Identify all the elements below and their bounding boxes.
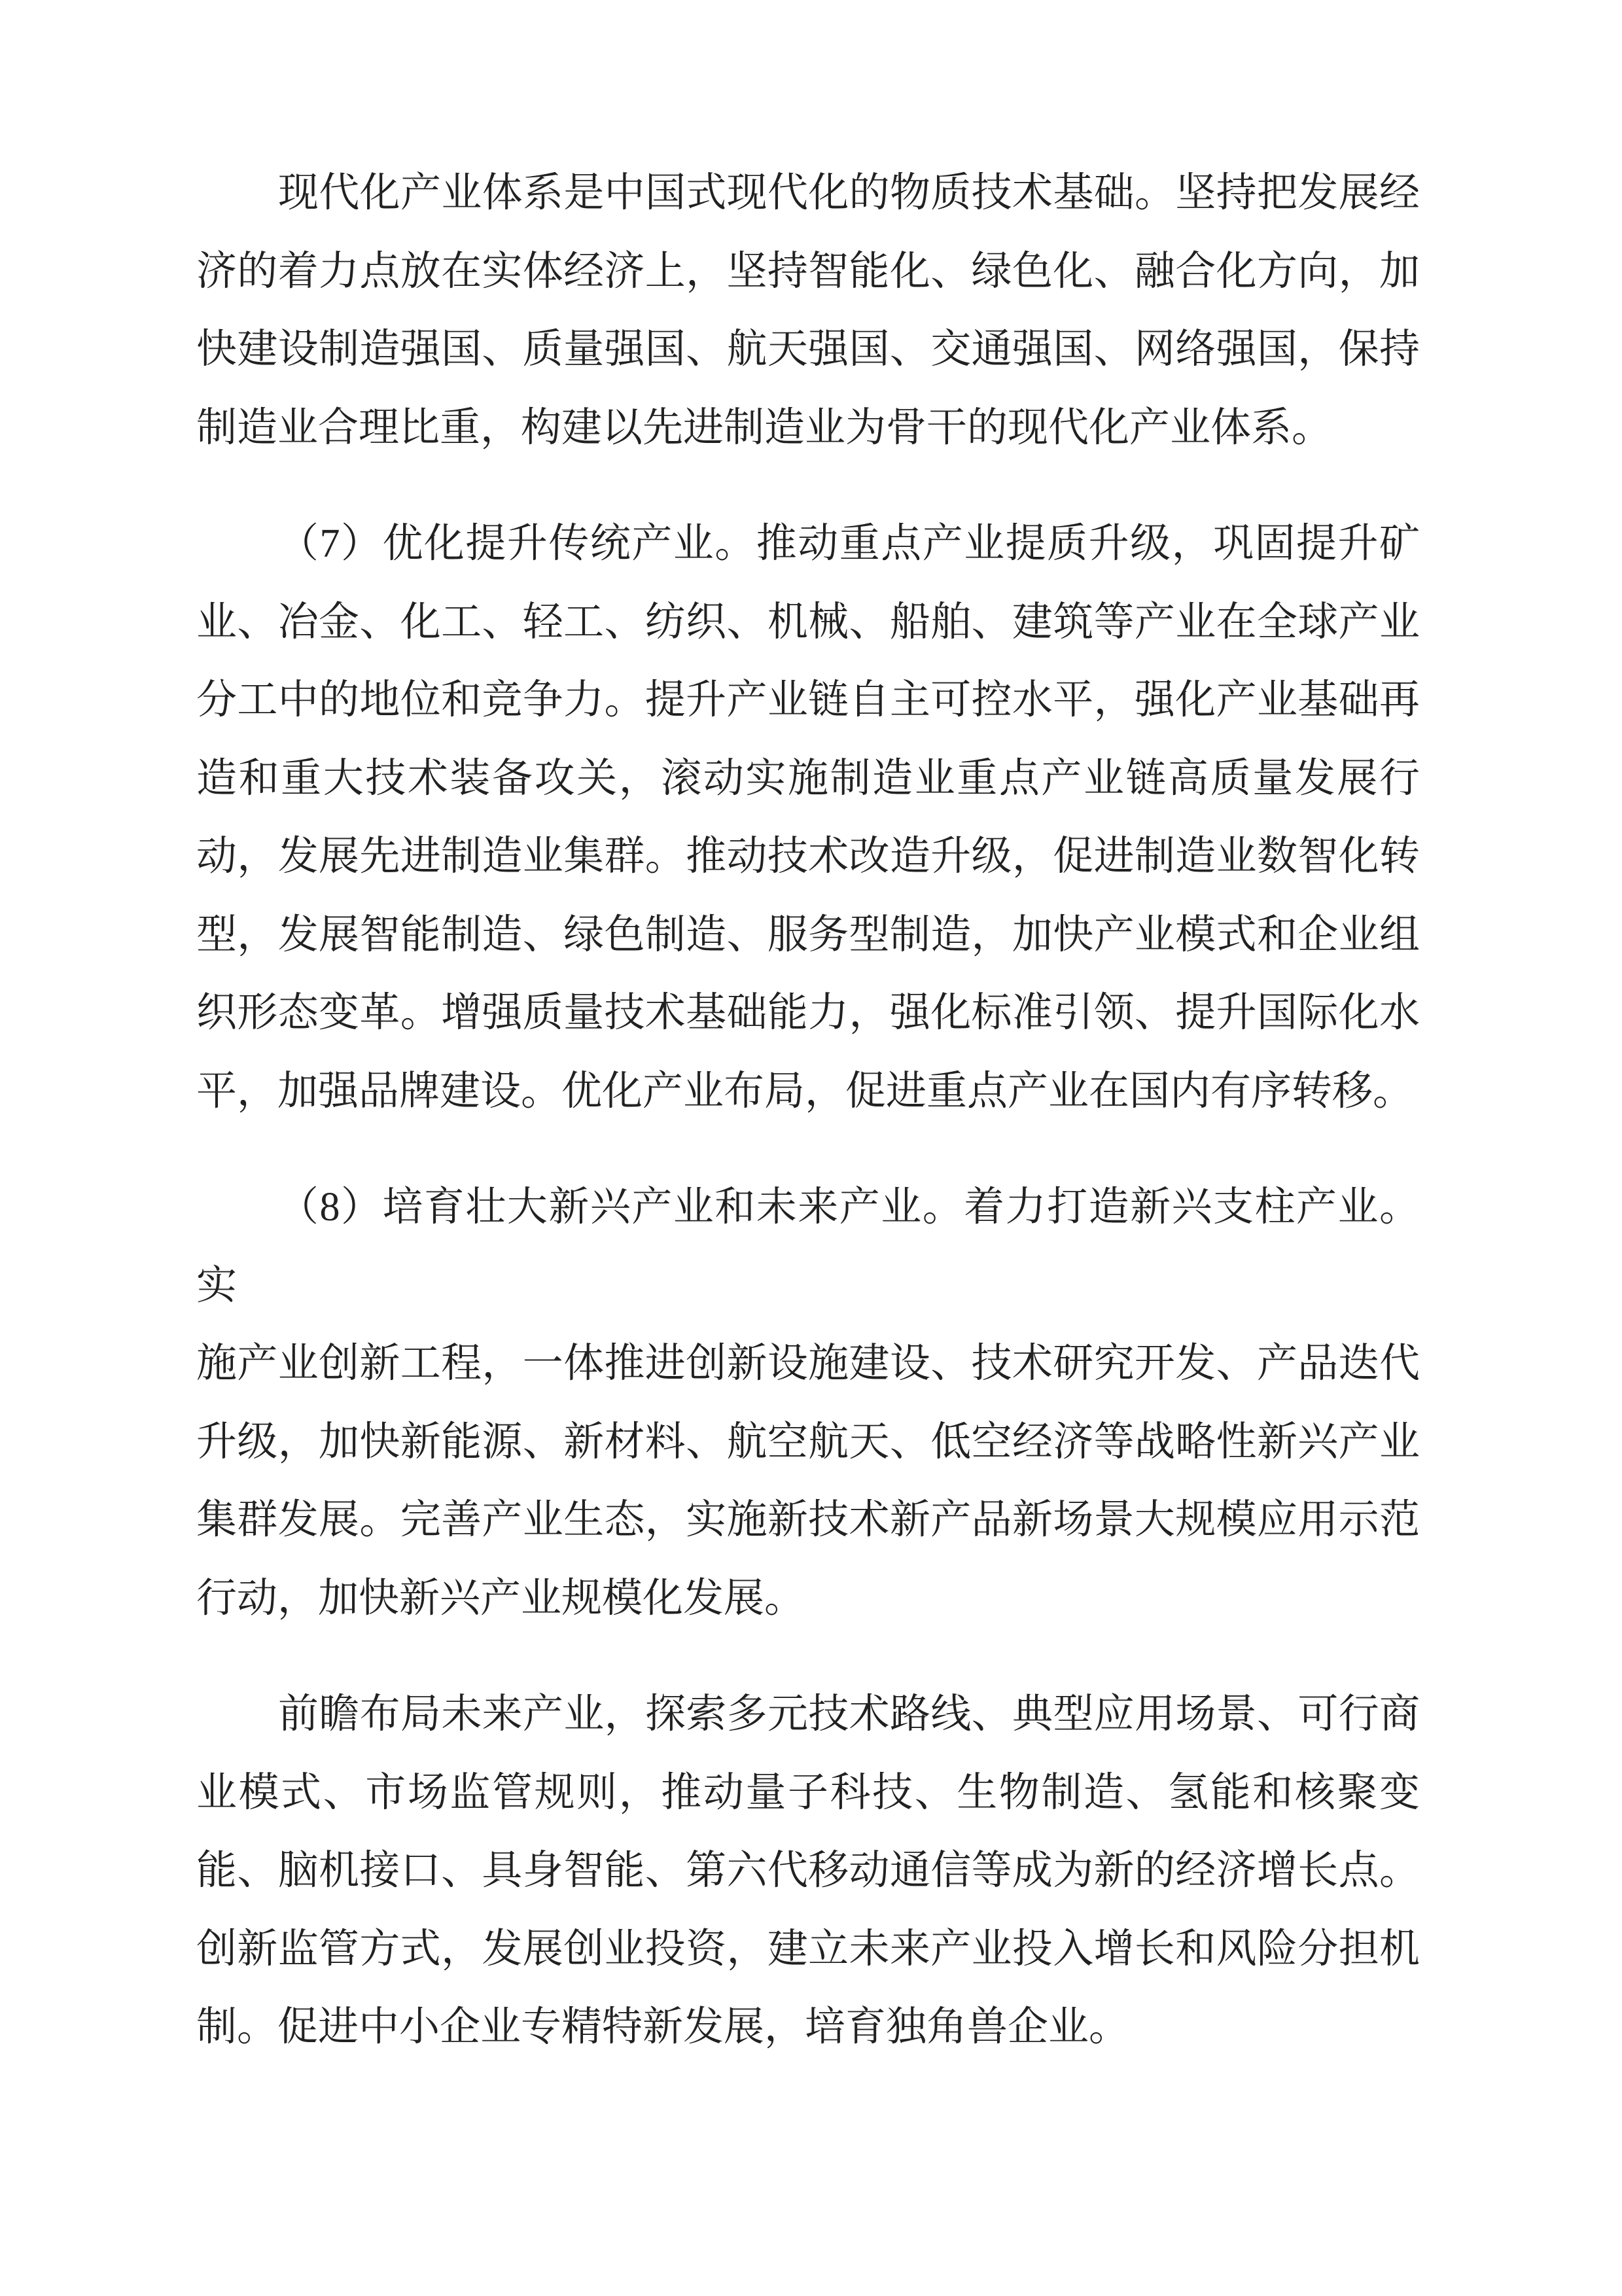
text-line: 能、脑机接口、具身智能、第六代移动通信等成为新的经济增长点。 xyxy=(196,1848,1420,1893)
paragraph-3 xyxy=(196,1169,1420,1638)
text-line: 行动，加快新兴产业规模化发展。 xyxy=(196,1576,805,1621)
paragraph-1 xyxy=(196,154,1420,467)
document-body xyxy=(196,154,1420,2067)
text-line: 制。促进中小企业专精特新发展，培育独角兽企业。 xyxy=(196,2005,1130,2049)
text-line: 型，发展智能制造、绿色制造、服务型制造，加快产业模式和企业组 xyxy=(196,912,1420,957)
text-line: 集群发展。完善产业生态，实施新技术新产品新场景大规模应用示范 xyxy=(196,1498,1420,1542)
paragraph-4 xyxy=(196,1676,1420,2067)
text-line: 织形态变革。增强质量技术基础能力，强化标准引领、提升国际化水 xyxy=(196,991,1420,1035)
paragraph-2 xyxy=(196,505,1420,1131)
text-line: 动，发展先进制造业集群。推动技术改造升级，促进制造业数智化转 xyxy=(196,834,1420,879)
text-line: （7）优化提升传统产业。推动重点产业提质升级，巩固提升矿 xyxy=(278,521,1420,566)
text-line: 分工中的地位和竞争力。提升产业链自主可控水平，强化产业基础再 xyxy=(196,678,1420,722)
text-line: 业、冶金、化工、轻工、纺织、机械、船舶、建筑等产业在全球产业 xyxy=(196,599,1420,645)
text-line: 快建设制造强国、质量强国、航天强国、交通强国、网络强国，保持 xyxy=(196,327,1420,372)
text-line: 现代化产业体系是中国式现代化的物质技术基础。坚持把发展经 xyxy=(278,171,1420,215)
text-line: 升级，加快新能源、新材料、航空航天、低空经济等战略性新兴产业 xyxy=(196,1419,1420,1464)
text-line: （8）培育壮大新兴产业和未来产业。着力打造新兴支柱产业。实 xyxy=(196,1185,1420,1308)
text-line: 创新监管方式，发展创业投资，建立未来产业投入增长和风险分担机 xyxy=(196,1926,1420,1971)
text-line: 前瞻布局未来产业，探索多元技术路线、典型应用场景、可行商 xyxy=(278,1692,1420,1737)
text-line: 造和重大技术装备攻关，滚动实施制造业重点产业链高质量发展行 xyxy=(196,756,1420,801)
text-line: 平，加强品牌建设。优化产业布局，促进重点产业在国内有序转移。 xyxy=(196,1069,1414,1114)
text-line: 制造业合理比重，构建以先进制造业为骨干的现代化产业体系。 xyxy=(196,405,1333,450)
text-line: 济的着力点放在实体经济上，坚持智能化、绿色化、融合化方向，加 xyxy=(196,249,1420,294)
text-line: 业模式、市场监管规则，推动量子科技、生物制造、氢能和核聚变 xyxy=(196,1770,1420,1815)
text-line: 施产业创新工程，一体推进创新设施建设、技术研究开发、产品迭代 xyxy=(196,1341,1420,1386)
